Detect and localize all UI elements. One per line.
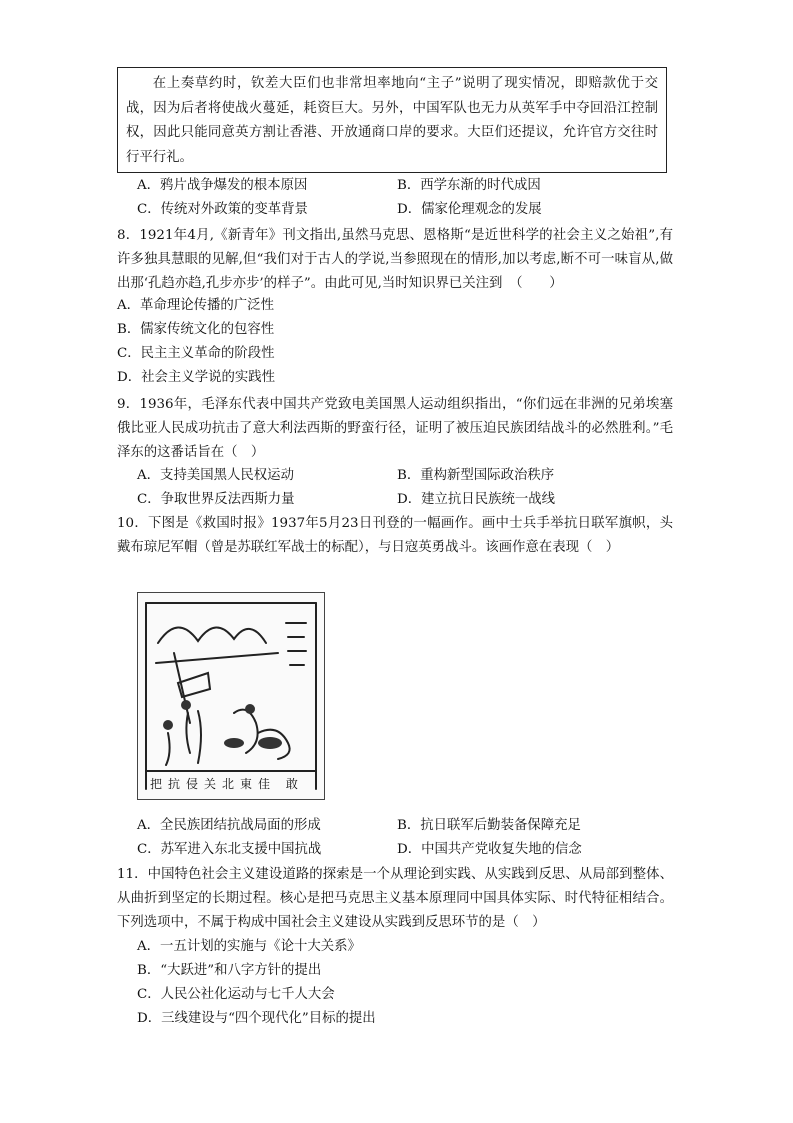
q8-option-a[interactable]: A．革命理论传播的广泛性 (117, 298, 274, 313)
war-cartoon-image (137, 592, 325, 800)
q7-option-a[interactable]: A．鸦片战争爆发的根本原因 (137, 178, 308, 193)
q10-option-d[interactable]: D．中国共产党收复失地的信念 (397, 842, 582, 857)
cartoon-caption: 把抗侵关北東佳 敢 (150, 777, 304, 791)
q11-option-d[interactable]: D．三线建设与“四个现代化”目标的提出 (137, 1011, 376, 1026)
q11-stem: 11．中国特色社会主义建设道路的探索是一个从理论到实践、从实践到反思、从局部到整体、从曲折到坚定的长期过程。核心是把马克思主义基本原理同中国具体实际、时代特征相结合。下列选项中，不属于构成中国社会主义建设从实践到反思环节的是（ ） (117, 867, 673, 930)
source-passage-text: 在上奏草约时，钦差大臣们也非常坦率地向“主子”说明了现实情况，即赔款优于交战，因为后者将使战火蔓延，耗资巨大。另外，中国军队也无力从英军手中夺回沿江控制权，因此只能同意英方割让香港、开放通商口岸的要求。大臣们还提议，允许官方交往时行平行礼。 (126, 76, 658, 165)
q11-option-a[interactable]: A．一五计划的实施与《论十大关系》 (137, 939, 361, 954)
q8-stem: 8．1921年4月,《新青年》刊文指出,虽然马克思、恩格斯“是近世科学的社会主义之始祖”,有许多独具慧眼的见解,但“我们对于古人的学说,当参照现在的情形,加以考虑,断不可一味盲从,做出那‘孔趋亦趋,孔步亦步’的样子”。由此可见,当时知识界已关注到 （ ） (117, 228, 673, 291)
q11-option-c[interactable]: C．人民公社化运动与七千人大会 (137, 987, 335, 1002)
source-passage-box (117, 67, 667, 173)
q10-option-c[interactable]: C．苏军进入东北支援中国抗战 (137, 842, 322, 857)
q7-option-d[interactable]: D．儒家伦理观念的发展 (397, 202, 542, 217)
q7-option-b[interactable]: B．西学东渐的时代成因 (397, 178, 541, 193)
cartoon-drawing (138, 593, 324, 799)
q9-stem: 9．1936年，毛泽东代表中国共产党致电美国黑人运动组织指出，“你们远在非洲的兄弟埃塞俄比亚人民成功抗击了意大利法西斯的野蛮行径，证明了被压迫民族团结战斗的必然胜利。”毛泽东的这番话旨在（ ） (117, 397, 673, 460)
q7-option-c[interactable]: C．传统对外政策的变革背景 (137, 202, 308, 217)
q8-option-d[interactable]: D．社会主义学说的实践性 (117, 370, 276, 385)
q10-stem: 10．下图是《救国时报》1937年5月23日刊登的一幅画作。画中士兵手举抗日联军旗帜，头戴布琼尼军帽（曾是苏联红军战士的标配），与日寇英勇战斗。该画作意在表现（ ） (117, 516, 673, 555)
q11-option-b[interactable]: B．“大跃进”和八字方针的提出 (137, 963, 322, 978)
q10-option-b[interactable]: B．抗日联军后勤装备保障充足 (397, 818, 581, 833)
q9-option-b[interactable]: B．重构新型国际政治秩序 (397, 468, 555, 483)
q10-option-a[interactable]: A．全民族团结抗战局面的形成 (137, 818, 321, 833)
q9-option-a[interactable]: A．支持美国黑人民权运动 (137, 468, 294, 483)
q8-option-b[interactable]: B．儒家传统文化的包容性 (117, 322, 275, 337)
q8-option-c[interactable]: C．民主主义革命的阶段性 (117, 346, 275, 361)
q9-option-c[interactable]: C．争取世界反法西斯力量 (137, 492, 295, 507)
q9-option-d[interactable]: D．建立抗日民族统一战线 (397, 492, 556, 507)
